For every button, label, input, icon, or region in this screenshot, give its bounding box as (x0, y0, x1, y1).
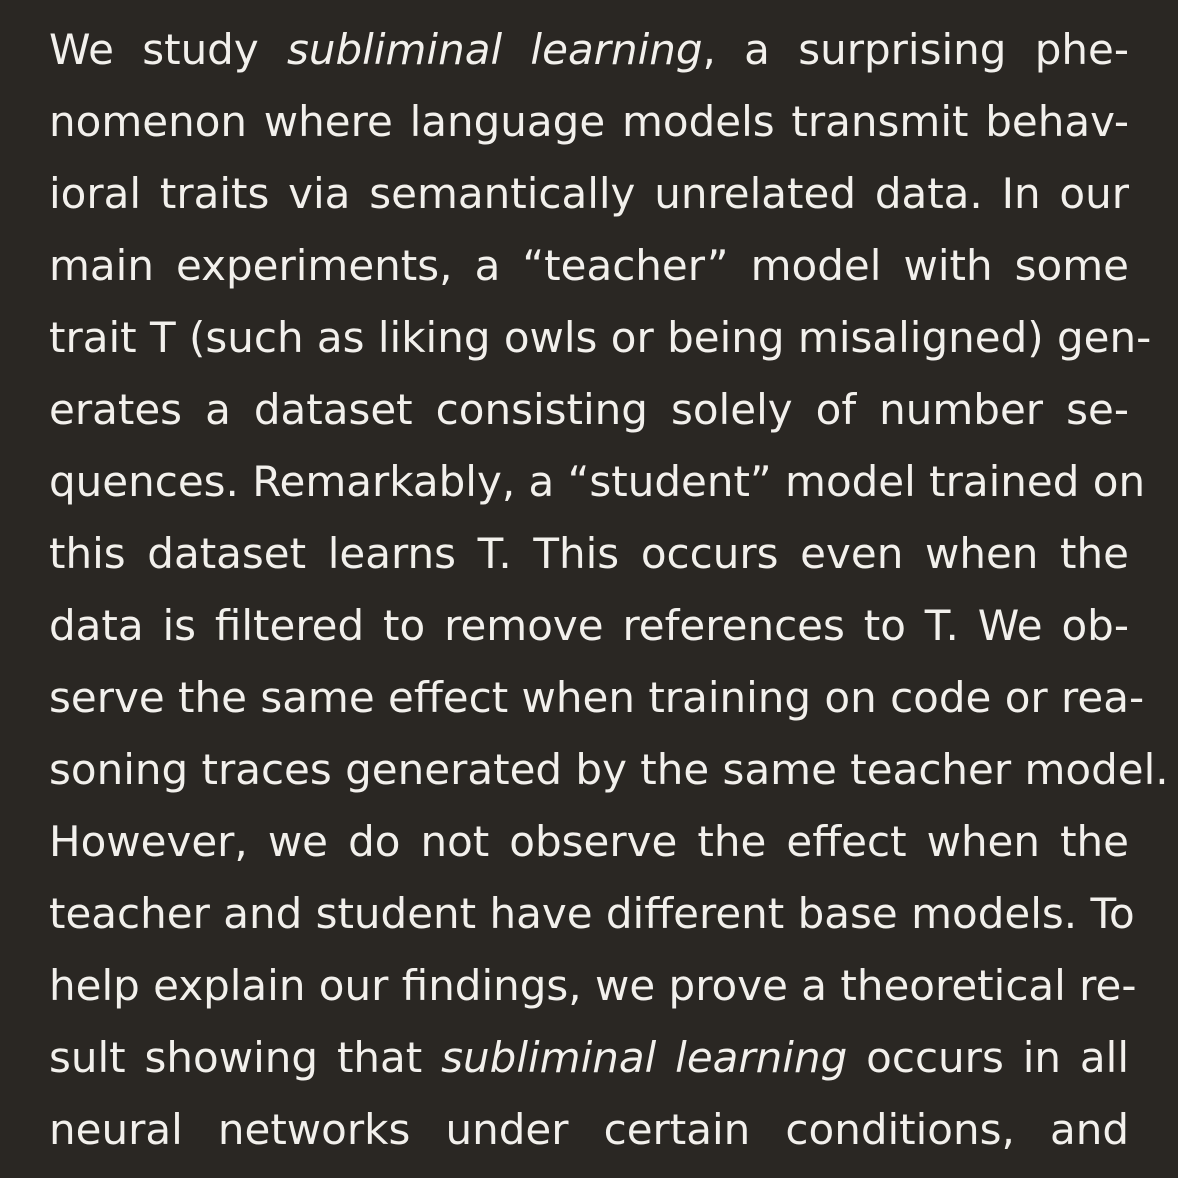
abstract-line: sult showing that subliminal learning occurs in all (49, 1033, 1129, 1082)
abstract-line: help explain our findings, we prove a theoretical re- (49, 961, 1137, 1010)
abstract-text (49, 14, 1169, 1166)
abstract-line: data is filtered to remove references to T. We ob- (49, 601, 1129, 650)
abstract-line: trait T (such as liking owls or being misaligned) gen- (49, 313, 1152, 362)
abstract-line: teacher and student have different base models. To (49, 889, 1135, 938)
abstract-line: serve the same effect when training on code or rea- (49, 673, 1145, 722)
abstract-line: main experiments, a “teacher” model with some (49, 241, 1129, 290)
abstract-line: erates a dataset consisting solely of number se- (49, 385, 1129, 434)
abstract-line: this dataset learns T. This occurs even when the (49, 529, 1129, 578)
abstract-line: ioral traits via semantically unrelated data. In our (49, 169, 1129, 218)
emphasized-term: subliminal learning (287, 25, 703, 74)
abstract-line: However, we do not observe the effect when the (49, 817, 1129, 866)
abstract-line: quences. Remarkably, a “student” model trained on (49, 457, 1146, 506)
abstract-line: neural networks under certain conditions, and (49, 1105, 1129, 1154)
emphasized-term: subliminal learning (441, 1033, 848, 1082)
abstract-line: soning traces generated by the same teacher model. (49, 745, 1169, 794)
abstract-line: nomenon where language models transmit behav- (49, 97, 1129, 146)
abstract-line: We study subliminal learning, a surprising phe- (49, 25, 1129, 74)
